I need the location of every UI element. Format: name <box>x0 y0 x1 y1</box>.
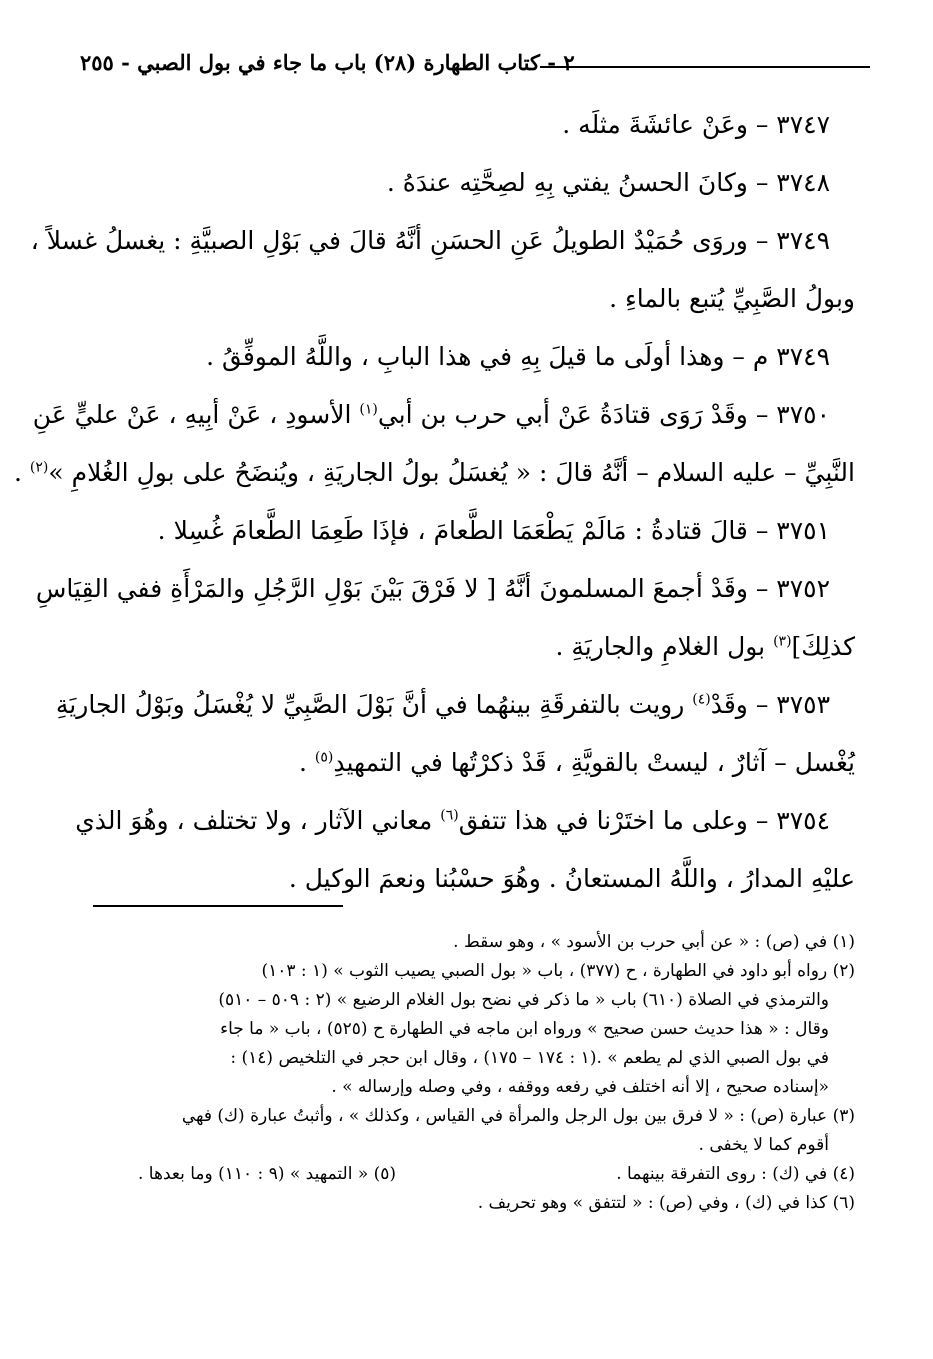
paragraph-3754-line-2: عليْهِ المدارُ ، واللَّهُ المستعانُ . وهُوَ حسْبُنا ونعمَ الوكيل . <box>288 864 855 893</box>
footnote-marker: (٣) <box>773 633 792 650</box>
footnote-2-line-4: في بول الصبي الذي لم يطعم » .(١ : ١٧٤ – ١٧٥) ، وقال ابن حجر في التلخيص (١٤) : <box>230 1048 829 1068</box>
footnote-6: (٦) كذا في (ك) ، وفي (ص) : « لتتفق » وهو تحريف . <box>477 1193 855 1213</box>
footnote-marker: (٢) <box>29 459 49 476</box>
paragraph-3753-line-2: يُغْسل – آثارٌ ، ليستْ بالقويَّةِ ، قَدْ ذكرْتُها في التمهيدِ$^{(٥)}$ . <box>299 748 855 777</box>
main-text <box>13 96 855 908</box>
footnote-5: (٥) « التمهيد » (٩ : ١١٠) وما بعدها . <box>138 1164 397 1184</box>
footnote-2-line-3: وقال : « هذا حديث حسن صحيح » ورواه ابن ماجه في الطهارة ح (٥٢٥) ، باب « ما جاء <box>220 1019 829 1039</box>
paragraph-3748: ٣٧٤٨ – وكانَ الحسنُ يفتي بِهِ لصِحَّتِه عندَهُ . <box>386 168 830 197</box>
paragraph-3749-line-1: ٣٧٤٩ – وروَى حُمَيْدٌ الطويلُ عَنِ الحسَنِ أنَّهُ قالَ في بَوْلِ الصبيَّةِ : يغسلُ غسلاً ، <box>30 226 830 255</box>
header-title: ٢ - كتاب الطهارة (٢٨) باب ما جاء في بول الصبي - ٢٥٥ <box>80 50 575 75</box>
paragraph-3752-line-2: كذلِكَ]$^{(٣)}$ بول الغلامِ والجاريَةِ . <box>555 632 855 661</box>
footnote-separator <box>93 905 343 907</box>
footnote-3-line-1: (٣) عبارة (ص) : « لا فرق بين بول الرجل والمرأة في القياس ، وكذلك » ، وأثبتُ عبارة (ك) فهي <box>181 1106 855 1126</box>
footnote-4: (٤) في (ك) : روى التفرقة بينهما . <box>616 1164 855 1184</box>
footnotes <box>78 928 855 1218</box>
footnote-marker: (٦) <box>440 807 459 824</box>
footnote-marker: (٥) <box>314 749 334 766</box>
paragraph-3751: ٣٧٥١ – قالَ قتادةُ : مَالَمْ يَطْعَمَا الطَّعامَ ، فإذَا طَعِمَا الطَّعامَ غُسِلا . <box>157 516 830 545</box>
footnote-marker: (١) <box>359 401 378 418</box>
running-header <box>80 44 870 84</box>
footnote-2-line-2: والترمذي في الصلاة (٦١٠) باب « ما ذكر في نضح بول الغلام الرضيع » (٢ : ٥٠٩ – ٥١٠) <box>218 990 829 1010</box>
paragraph-3749-line-2: وبولُ الصَّبِيِّ يُتبع بالماءِ . <box>609 284 855 313</box>
footnote-1: (١) في (ص) : « عن أبي حرب بن الأسود » ، وهو سقط . <box>453 932 855 952</box>
paragraph-3747: ٣٧٤٧ – وعَنْ عائشَةَ مثلَه . <box>562 110 830 139</box>
footnote-2-line-1: (٢) رواه أبو داود في الطهارة ، ح (٣٧٧) ، باب « بول الصبي يصيب الثوب » (١ : ١٠٣) <box>261 961 855 981</box>
paragraph-3753-line-1: ٣٧٥٣ – وقَدْ$^{(٤)}$ رويت بالتفرقَةِ بينهُما في أنَّ بَوْلَ الصَّبِيِّ لا يُغْسَلُ وبَوْلُ الجاريَةِ <box>55 690 830 719</box>
paragraph-3750-line-2: النَّبِيِّ – عليه السلام – أنَّهُ قالَ : « يُغسَلُ بولُ الجاريَةِ ، ويُنضَحُ على بولِ الغُلامِ »$^{(٢)}$ . <box>13 458 855 487</box>
footnote-3-line-2: أقوم كما لا يخفى . <box>698 1135 829 1155</box>
paragraph-3750-line-1: ٣٧٥٠ – وقَدْ رَوَى قتادَةُ عَنْ أبي حرب بن أبي$^{(١)}$ الأسودِ ، عَنْ أبِيهِ ، عَنْ عليٍّ عَنِ <box>32 400 830 429</box>
footnote-pair-row <box>78 1160 855 1189</box>
paragraph-3749m: ٣٧٤٩ م – وهذا أولَى ما قيلَ بِهِ في هذا البابِ ، واللَّهُ الموفِّقُ . <box>206 342 830 371</box>
paragraph-3754-line-1: ٣٧٥٤ – وعلى ما اختَرْنا في هذا تتفق$^{(٦)}$ معاني الآثار ، ولا تختلف ، وهُوَ الذي <box>75 806 830 835</box>
paragraph-3752-line-1: ٣٧٥٢ – وقَدْ أجمعَ المسلمونَ أنَّهُ [ لا فَرْقَ بَيْنَ بَوْلِ الرَّجُلِ والمَرْأَةِ ففي القِيَاسِ <box>35 574 830 603</box>
footnote-2-line-5: «إسناده صحيح ، إلا أنه اختلف في رفعه ووقفه ، وفي وصله وإرساله » . <box>331 1077 829 1097</box>
header-rule <box>540 66 870 68</box>
footnote-marker: (٤) <box>692 691 711 708</box>
